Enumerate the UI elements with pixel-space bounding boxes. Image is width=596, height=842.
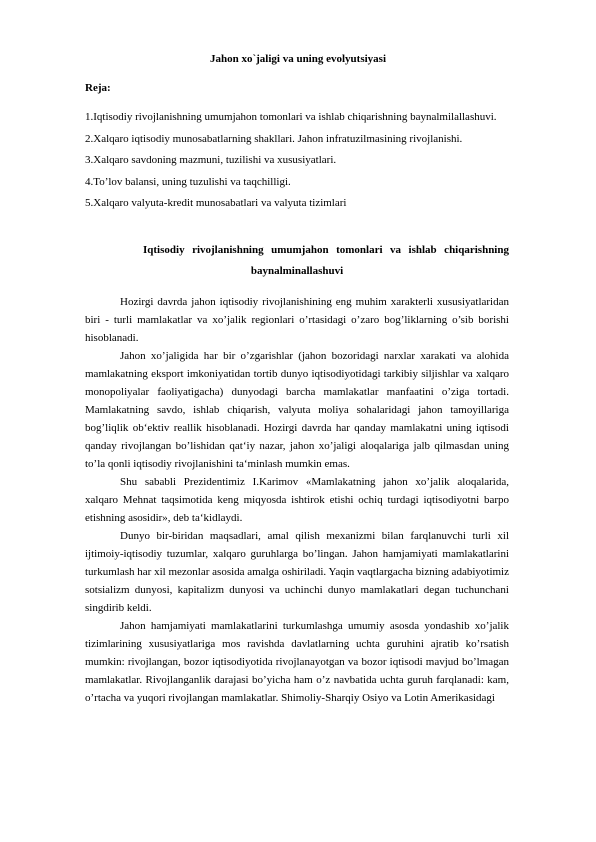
section-heading-line1: Iqtisodiy rivojlanishning umumjahon tomonlari va ishlab chiqarishning xyxy=(143,244,509,256)
plan-item: 4.To’lov balansi, uning tuzulishi va taqchilligi. xyxy=(85,175,291,188)
plan-list xyxy=(85,110,565,218)
plan-item: 5.Xalqaro valyuta-kredit munosabatlari va valyuta tizimlari xyxy=(85,197,347,210)
plan-item: 2.Xalqaro iqtisodiy munosabatlarning shakllari. Jahon infratuzilmasining rivojlanishi. xyxy=(85,132,463,145)
document-title: Jahon xo`jaligi va uning evolyutsiyasi xyxy=(209,53,387,65)
paragraph: Jahon xo’jaligida har bir o’zgarishlar (jahon bozoridagi narxlar xarakati va alohida mamlakatning eksport imkoniyatidan tortib dunyo iqtisodiyotidagi tarkibiy siljishlar va xalqaro monopoliyalar faoliyatigacha) dunyodagi barcha mamlakatlar manfaatini o’ziga tortadi. Mamlakatning savdo, ishlab chiqarish, valyuta moliya sohalaridagi jahon tamoyillariga bog’liqlik ob‘ektiv reallik hisoblanadi. Hozirgi davrda har qanday mamlakatni uning iqtisodi qanday rivojlangan bo’lishidan qat‘iy nazar, jahon xo’jaligi aloqalariga jalb qilmasdan uning to’la qonli iqtisodiy rivojlanishini ta‘minlash mumkin emas. xyxy=(85,350,509,470)
section-heading xyxy=(85,240,509,282)
paragraph: Hozirgi davrda jahon iqtisodiy rivojlanishining eng muhim xarakterli xususiyatlaridan biri - turli mamlakatlar va xo’jalik regionlari o’rtasidagi o’zaro bog’liklarning o’sib borishi hisoblanadi. xyxy=(85,296,509,344)
section-heading-line2: baynalminallashuvi xyxy=(250,265,344,277)
plan-item: 1.Iqtisodiy rivojlanishning umumjahon tomonlari va ishlab chiqarishning baynalmilallashuvi. xyxy=(85,111,497,123)
body-text xyxy=(85,293,509,707)
paragraph: Dunyo bir-biridan maqsadlari, amal qilish mexanizmi bilan farqlanuvchi turli xil ijtimoiy-iqtisodiy tuzumlar, xalqaro guruhlarga bo’lingan. Jahon hamjamiyati mamlakatlarini turkumlash har xil mezonlar asosida amalga oshiriladi. Yaqin vaqtlargacha bizning adabiyotimiz sotsializm dunyosi, kapitalizm dunyosi va uchinchi dunyo mamlakatlari degan tuchunchani singdirib keldi. xyxy=(85,530,509,614)
paragraph: Jahon hamjamiyati mamlakatlarini turkumlashga umumiy asosda yondashib xo’jalik tizimlarining xususiyatlariga mos ravishda davlatlarning uchta guruhini ajratib ko’rsatish mumkin: rivojlangan, bozor iqtisodiyotida rivojlanayotgan va bozor iqtisodi mavjud bo’lmagan mamlakatlar. Rivojlanganlik darajasi bo’yicha ham o’z navbatida uchta guruh farqlanadi: kam, o’rtacha va yuqori rivojlangan mamlakatlar. Shimoliy-Sharqiy Osiyo va Lotin Amerikasidagi xyxy=(85,620,509,704)
paragraph: Shu sababli Prezidentimiz I.Karimov «Mamlakatning jahon xo’jalik aloqalarida, xalqaro Mehnat taqsimotida keng miqyosda ishtirok etishi ochiq turdagi iqtisodiyotni barpo etishning asosidir», deb ta‘kidlaydi. xyxy=(85,476,509,524)
plan-item: 3.Xalqaro savdoning mazmuni, tuzilishi va xususiyatlari. xyxy=(85,154,337,167)
plan-label: Reja: xyxy=(85,82,111,94)
